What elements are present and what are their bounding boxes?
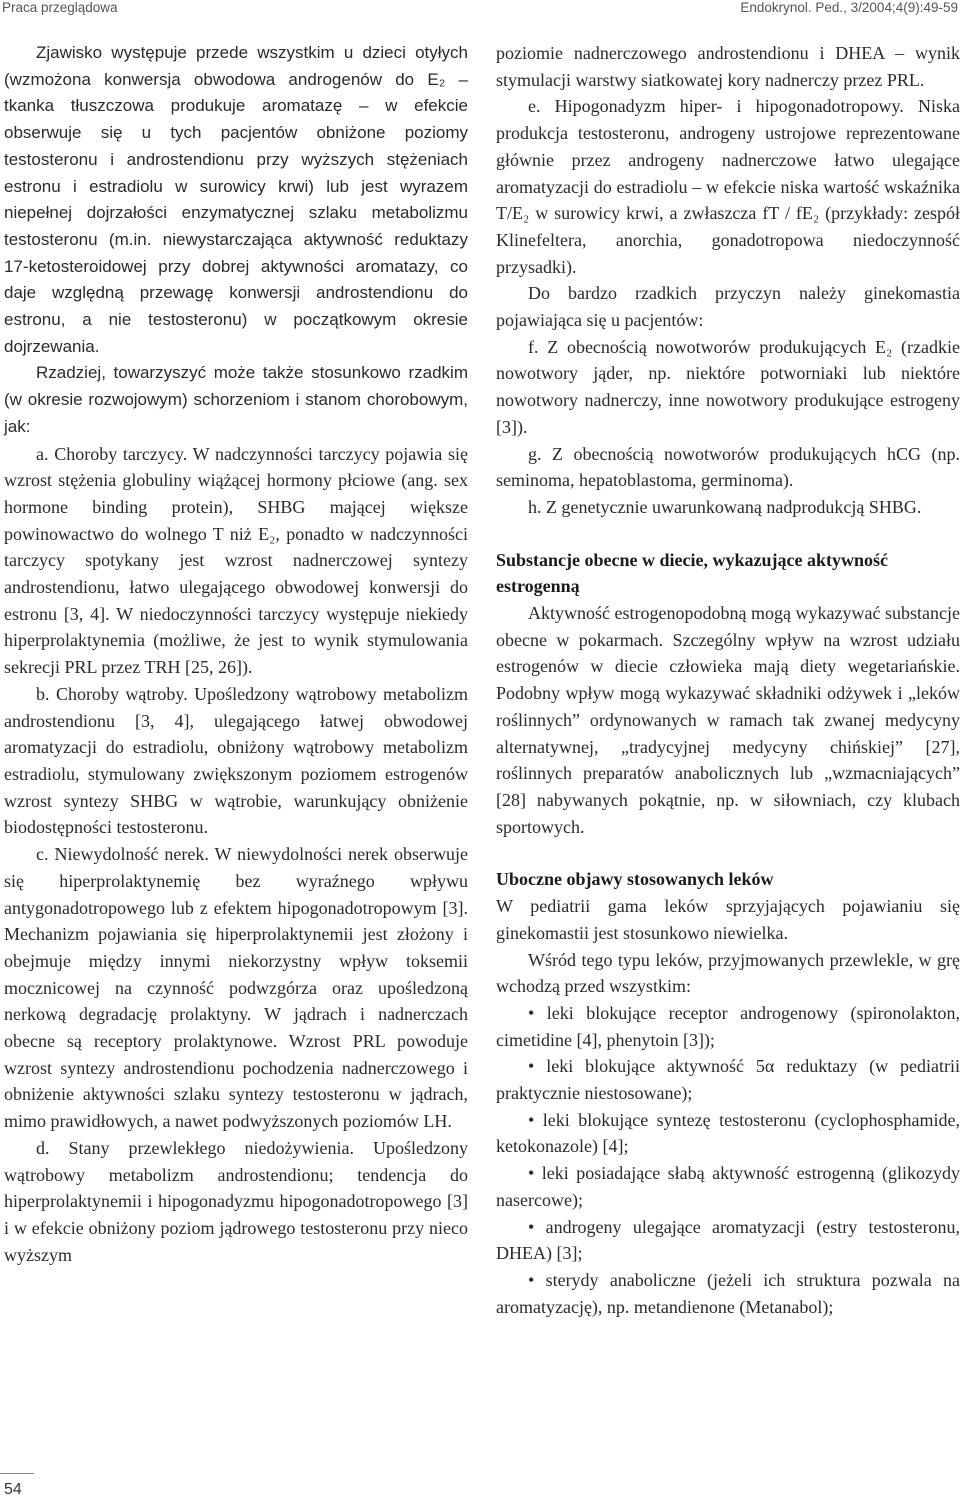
page-number-rule <box>0 1473 34 1474</box>
section-heading: Uboczne objawy stosowanych leków <box>496 869 774 890</box>
bullet-item: • leki blokujące receptor androgenowy (spironolakton, cimetidine [4], phenytoin [3]); <box>496 1002 960 1050</box>
spacer <box>496 521 960 547</box>
left-column <box>4 40 468 1268</box>
bullet-item: • leki posiadające słabą aktywność estrogenną (glikozydy nasercowe); <box>496 1163 960 1210</box>
running-header <box>0 0 960 19</box>
bullet-item: • androgeny ulegające aromatyzacji (estry testosteronu, DHEA) [3]; <box>496 1216 960 1264</box>
right-column <box>496 40 960 1320</box>
paragraph: poziomie nadnerczowego androstendionu i DHEA – wynik stymulacji warstwy siatkowatej kory nadnerczy przez PRL. <box>496 43 960 90</box>
article-type-label: Praca przeglądowa <box>2 0 118 15</box>
paragraph: Wśród tego typu leków, przyjmowanych przewlekle, w grę wchodzą przed wszystkim: <box>496 949 960 997</box>
page-number: 54 <box>4 1481 22 1498</box>
paragraph: f. Z obecnością nowotworów produkujących E₂ (rzadkie nowotwory jąder, np. niektóre potworniaki lub niektóre nowotwory nadnerczy, inne nowotwory produkujące estrogeny [3]). <box>496 336 960 437</box>
paragraph: Rzadziej, towarzyszyć może także stosunkowo rzadkim (w okresie rozwojowym) schorzeniom i stanom chorobowym, jak: <box>4 363 468 436</box>
paragraph: b. Choroby wątroby. Upośledzony wątrobowy metabolizm androstendionu [3, 4], ulegającego łatwej obwodowej aromatyzacji do estradiolu, obniżony wątrobowy metabolizm estradiolu, stymulowany zwiększonym poziomem estrogenów wzrost syntezy SHBG w wątrobie, warunkujący obniżenie biodostępności testosteronu. <box>4 683 468 838</box>
section-heading: Substancje obecne w diecie, wykazujące aktywność estrogenną <box>496 549 888 597</box>
bullet-item: • leki blokujące syntezę testosteronu (cyclophosphamide, ketokonazole) [4]; <box>496 1109 960 1157</box>
paragraph: h. Z genetycznie uwarunkowaną nadprodukcją SHBG. <box>528 496 922 517</box>
paragraph: e. Hipogonadyzm hiper- i hipogonadotropowy. Niska produkcja testosteronu, androgeny ustrojowe reprezentowane głównie przez androgeny nadnerczowe łatwo ulegające aromatyzacji do estradiolu – w efekcie niska wartość wskaźnika T/E₂ w surowicy krwi, a zwłaszcza fT / fE₂ (przykłady: zespół Klinefeltera, anorchia, gonadotropowa niedoczynność przysadki). <box>496 96 960 277</box>
paragraph: c. Niewydolność nerek. W niewydolności nerek obserwuje się hiperprolaktynemię bez wyraźnego wpływu antygonadotropowego lub z efektem hipogonadotropowym [3]. Mechanizm pojawiania się hiperprolaktynemii jest złożony i obejmuje między innymi niekorzystny wpływ toksemii mocznicowej na czynność podwzgórza oraz upośledzoną nerkową degradację prolaktyny. W jądrach i nadnerczach obecne są receptory prolaktynowe. Wzrost PRL powoduje wzrost syntezy androstendionu pochodzenia nadnerczowego i obniżenie aktywności szlaku syntezy testosteronu w jądrach, mimo prawidłowych, a nawet podwyższonych poziomów LH. <box>4 844 468 1132</box>
journal-citation: Endokrynol. Ped., 3/2004;4(9):49-59 <box>740 0 958 15</box>
bullet-item: • leki blokujące aktywność 5α reduktazy (w pediatrii praktycznie niestosowane); <box>496 1056 960 1104</box>
spacer <box>496 840 960 866</box>
paragraph: Zjawisko występuje przede wszystkim u dzieci otyłych (wzmożona konwersja obwodowa androgenów do E₂ – tkanka tłuszczowa produkuje aromatazę – w efekcie obserwuje się u tych pacjentów obniżone poziomy testosteronu i androstendionu przy wyższych stężeniach estronu i estradiolu w surowicy krwi) lub jest wyrazem niepełnej dojrzałości enzymatycznej szlaku metabolizmu testosteronu (m.in. niewystarczająca aktywność reduktazy 17-ketosteroidowej przy dobrej aktywności aromatazy, co daje względną przewagę konwersji androstendionu do estronu, a nie testosteronu) w początkowym okresie dojrzewania. <box>4 43 468 356</box>
paragraph: d. Stany przewlekłego niedożywienia. Upośledzony wątrobowy metabolizm androstendionu; tendencja do hiperprolaktynemii i hipogonadyzmu hipogonadotropowego [3] i w efekcie obniżony poziom jądrowego testosteronu przy nieco wyższym <box>4 1137 468 1265</box>
paragraph: Aktywność estrogenopodobną mogą wykazywać substancje obecne w pokarmach. Szczególny wpływ na wzrost udziału estrogenów w diecie człowieka mają diety wegetariańskie. Podobny wpływ mogą wykazywać składniki odżywek i „leków roślinnych” ordynowanych w ramach tak zwanej medycyny alternatywnej, „tradycyjnej medycyny chińskiej” [27], roślinnych preparatów anabolicznych lub „wzmacniających” [28] nabywanych pokątnie, np. w siłowniach, czy klubach sportowych. <box>496 603 960 837</box>
paragraph: W pediatrii gama leków sprzyjających pojawianiu się ginekomastii jest stosunkowo niewielka. <box>496 896 960 943</box>
paragraph: a. Choroby tarczycy. W nadczynności tarczycy pojawia się wzrost stężenia globuliny wiążącej hormony płciowe (ang. sex hormone binding protein), SHBG mającej większe powinowactwo do wolnego T niż E₂, ponadto w nadczynności tarczycy spotykany jest wzrost nadnerczowej syntezy androstendionu, łatwo ulegającego obwodowej konwersji do estronu [3, 4]. W niedoczynności tarczycy występuje niekiedy hiperprolaktynemia (możliwe, że jest to wynik stymulowania sekrecji PRL przez TRH [25, 26]). <box>4 443 468 678</box>
bullet-item: • sterydy anaboliczne (jeżeli ich struktura pozwala na aromatyzację), np. metandienone (Metanabol); <box>496 1269 960 1317</box>
paragraph: g. Z obecnością nowotworów produkujących hCG (np. seminoma, hepatoblastoma, germinoma). <box>496 443 960 491</box>
paragraph: Do bardzo rzadkich przyczyn należy ginekomastia pojawiająca się u pacjentów: <box>496 283 960 331</box>
